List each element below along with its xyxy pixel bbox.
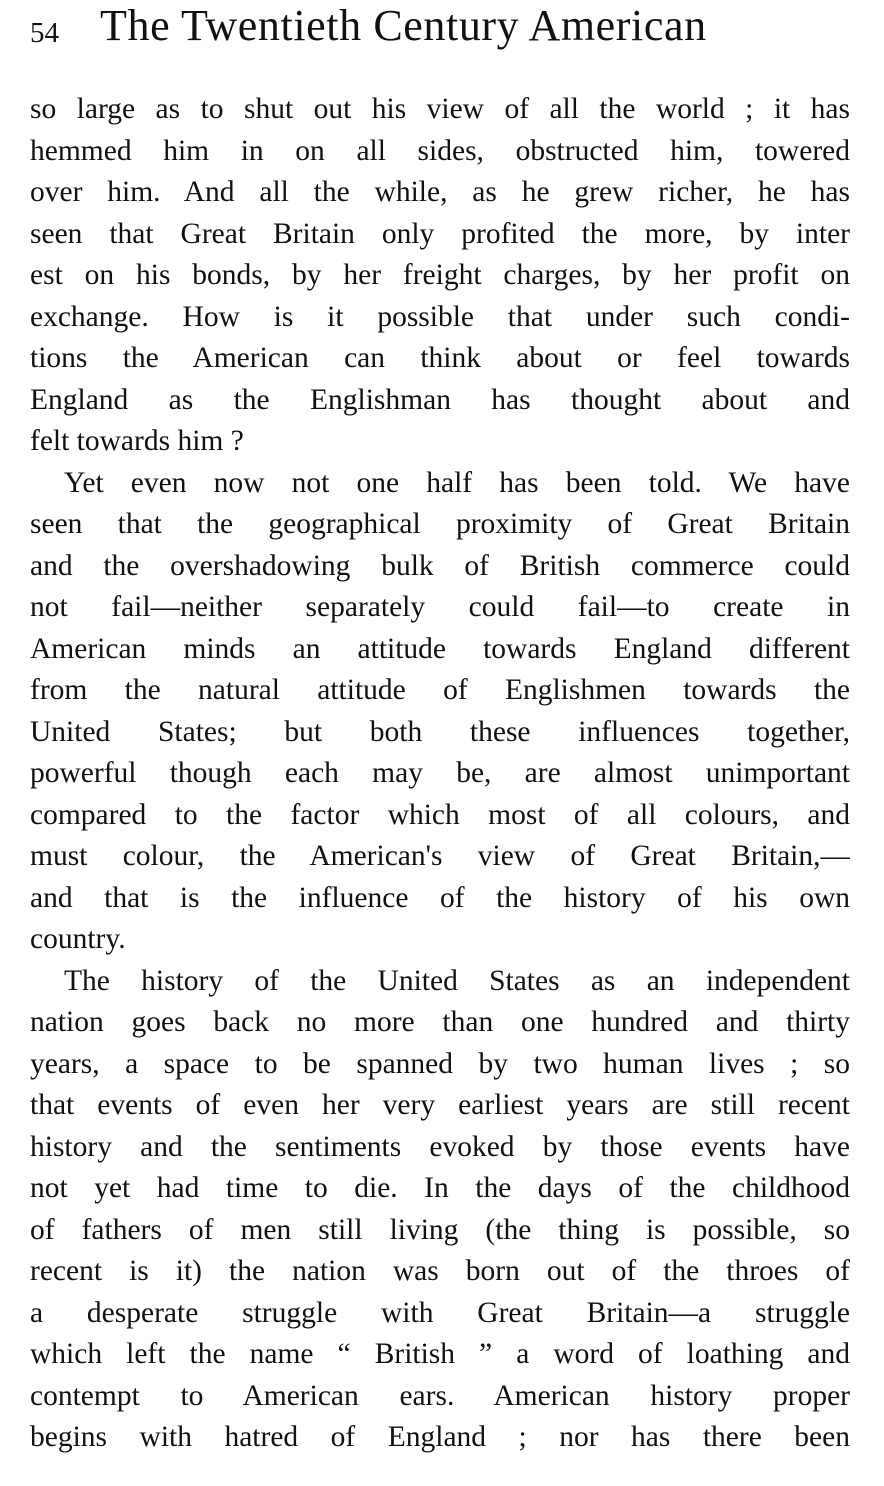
text-line: contempt to American ears. American history proper bbox=[30, 1379, 850, 1412]
text-line: seen that the geographical proximity of Great Britain bbox=[30, 508, 850, 540]
text-line: powerful though each may be, are almost unimportant bbox=[30, 757, 850, 789]
body-text bbox=[30, 89, 850, 1459]
text-line: so large as to shut out his view of all the world ; it has bbox=[30, 93, 850, 125]
text-line: and the overshadowing bulk of British commerce could bbox=[30, 549, 850, 582]
text-line: over him. And all the while, as he grew richer, he has bbox=[30, 176, 850, 208]
text-line: exchange. How is it possible that under such condi- bbox=[30, 300, 850, 333]
text-line: recent is it) the nation was born out of the throes of bbox=[30, 1255, 850, 1287]
text-line: Yet even now not one half has been told. We have bbox=[64, 466, 850, 499]
text-line: of fathers of men still living (the thing is possible, so bbox=[30, 1213, 850, 1246]
text-line: hemmed him in on all sides, obstructed him, towered bbox=[30, 134, 850, 167]
text-line: seen that Great Britain only profited the more, by inter bbox=[30, 217, 850, 250]
page-header bbox=[30, 0, 850, 60]
text-line: not yet had time to die. In the days of the childhood bbox=[30, 1172, 850, 1204]
paragraph-1 bbox=[30, 89, 850, 463]
text-line: felt towards him ? bbox=[30, 425, 244, 457]
text-line: American minds an attitude towards England different bbox=[30, 632, 850, 665]
text-line: a desperate struggle with Great Britain—a struggle bbox=[30, 1296, 850, 1329]
text-line: years, a space to be spanned by two human lives ; so bbox=[30, 1047, 850, 1080]
paragraph-3 bbox=[30, 961, 850, 1459]
text-line: United States; but both these influences together, bbox=[30, 715, 850, 748]
text-line: must colour, the American's view of Great Britain,— bbox=[30, 840, 850, 872]
text-line: compared to the factor which most of all colours, and bbox=[30, 798, 850, 831]
text-line: country. bbox=[30, 923, 126, 955]
text-line: not fail—neither separately could fail—to create in bbox=[30, 591, 850, 623]
text-line: which left the name “ British ” a word of loathing and bbox=[30, 1338, 850, 1370]
text-line: begins with hatred of England ; nor has there been bbox=[30, 1421, 850, 1453]
page-number: 54 bbox=[30, 17, 59, 49]
text-line: and that is the influence of the history of his own bbox=[30, 881, 850, 914]
text-line: England as the Englishman has thought about and bbox=[30, 383, 850, 416]
text-line: tions the American can think about or feel towards bbox=[30, 342, 850, 374]
text-line: The history of the United States as an independent bbox=[64, 964, 850, 997]
paragraph-2 bbox=[30, 463, 850, 961]
text-line: nation goes back no more than one hundred and thirty bbox=[30, 1006, 850, 1038]
text-line: est on his bonds, by her freight charges, by her profit on bbox=[30, 259, 850, 291]
text-line: history and the sentiments evoked by those events have bbox=[30, 1130, 850, 1163]
text-line: that events of even her very earliest years are still recent bbox=[30, 1089, 850, 1121]
text-line: from the natural attitude of Englishmen towards the bbox=[30, 674, 850, 706]
running-title: The Twentieth Century American bbox=[100, 1, 707, 50]
